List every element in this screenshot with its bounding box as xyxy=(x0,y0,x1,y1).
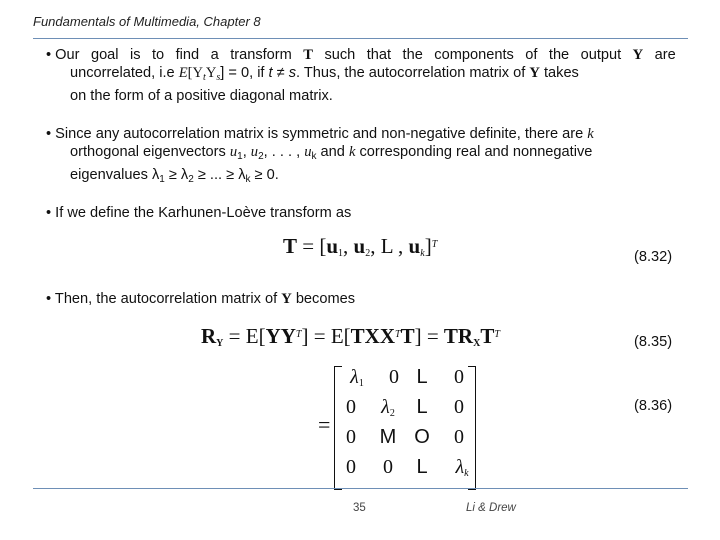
math: TR xyxy=(443,324,474,348)
footer-divider xyxy=(33,488,688,489)
math: YY xyxy=(265,324,296,348)
math: ] = E[ xyxy=(301,324,351,348)
page-number: 35 xyxy=(353,502,366,514)
math-k: k xyxy=(587,126,594,142)
text: , . . . , xyxy=(263,144,305,160)
word: components xyxy=(434,47,514,63)
math-sub: 1 xyxy=(237,151,243,162)
paragraph-eigen-line-1 xyxy=(46,125,676,143)
matrix-cell: $\lambda_k$ xyxy=(455,456,469,479)
matrix-cell: L xyxy=(416,396,428,418)
word: the xyxy=(548,47,570,63)
equation-8-32 xyxy=(283,234,437,259)
text: orthogonal eigenvectors xyxy=(70,144,230,160)
paragraph-klt-text: • If we define the Karhunen-Loève transform as xyxy=(46,205,352,221)
word: that xyxy=(366,47,392,63)
matrix-cell: 0 xyxy=(454,366,464,388)
math-y: Y xyxy=(529,65,540,81)
math-sub: 2 xyxy=(258,151,264,162)
math-k: k xyxy=(348,144,356,160)
text: eigenvalues λ xyxy=(70,167,160,183)
matrix-cell: 0 xyxy=(346,426,356,448)
matrix-cell: M xyxy=(379,426,397,448)
math: , xyxy=(343,234,354,258)
word: goal xyxy=(90,47,119,63)
word: are xyxy=(654,47,676,63)
math-sub: 2 xyxy=(365,248,371,259)
paragraph-then xyxy=(46,290,676,308)
matrix-cell: L xyxy=(416,456,428,478)
math-sub: s xyxy=(216,72,221,83)
paragraph-goal-line-3: on the form of a positive diagonal matrix. xyxy=(70,88,333,104)
math: R xyxy=(201,324,217,348)
paragraph-eigen-line-3 xyxy=(46,166,676,189)
matrix-cell: L xyxy=(416,366,428,388)
math: u xyxy=(408,234,421,258)
math-sup: T xyxy=(395,329,401,340)
chapter-header: Fundamentals of Multimedia, Chapter 8 xyxy=(33,14,261,29)
paragraph-eigen xyxy=(46,125,676,189)
text: , xyxy=(242,144,251,160)
math-sup: T xyxy=(295,329,302,340)
math: u xyxy=(250,144,259,160)
paragraph-goal xyxy=(46,46,676,105)
equals-sign: = xyxy=(318,412,331,437)
text: ≥ λ xyxy=(164,167,189,183)
text: ≥ ... ≥ λ xyxy=(193,167,246,183)
math: [Y xyxy=(187,65,204,81)
math-sub: k xyxy=(420,248,425,259)
paragraph-goal-line-1 xyxy=(46,46,676,64)
text: . Thus, the autocorrelation matrix of xyxy=(296,65,530,81)
text: • Since any autocorrelation matrix is symmetric and non-negative definite, there are xyxy=(46,126,588,142)
word: a xyxy=(210,47,219,63)
word: to xyxy=(152,47,165,63)
math-sub: 1 xyxy=(159,174,165,185)
word: T xyxy=(303,47,314,63)
equation-8-35 xyxy=(201,324,500,349)
math-sub: X xyxy=(473,338,481,349)
math: T xyxy=(400,324,415,348)
text: and xyxy=(316,144,349,160)
math: u xyxy=(229,144,238,160)
matrix-cell: 0 xyxy=(383,456,393,478)
footer-authors: Li & Drew xyxy=(466,502,516,514)
paragraph-klt xyxy=(46,204,676,222)
math-sub: 2 xyxy=(188,174,194,185)
word: is xyxy=(130,47,141,63)
math-sub: Y xyxy=(216,338,224,349)
matrix-cell: 0 xyxy=(346,396,356,418)
word: • Our xyxy=(46,47,80,63)
math-sup: T xyxy=(494,329,500,340)
text: ≥ 0. xyxy=(250,167,279,183)
header-divider xyxy=(33,38,688,39)
math-e: E xyxy=(178,65,188,81)
text: corresponding real and nonnegative xyxy=(355,144,593,160)
word: such xyxy=(324,47,356,63)
math: u xyxy=(304,144,312,160)
math: = E[ xyxy=(223,324,266,348)
text: ] = 0, if xyxy=(220,65,269,81)
text: becomes xyxy=(291,291,356,307)
math-sub: k xyxy=(245,174,251,185)
equation-number-8-35: (8.35) xyxy=(634,334,673,350)
matrix-cell: 0 xyxy=(454,426,464,448)
text: takes xyxy=(539,65,579,81)
math: T xyxy=(283,234,298,258)
math: ] xyxy=(424,234,432,258)
math: Y xyxy=(205,65,217,81)
math: T xyxy=(480,324,495,348)
paragraph-goal-line-2 xyxy=(46,64,676,87)
matrix-cell: 0 xyxy=(389,366,399,388)
math: u xyxy=(326,234,339,258)
math: t ≠ s xyxy=(268,65,297,81)
word: transform xyxy=(230,47,292,63)
matrix-cell: $\lambda_1$ xyxy=(350,366,364,389)
word: Y xyxy=(632,47,644,63)
text: • Then, the autocorrelation matrix of xyxy=(46,291,282,307)
matrix-cell: $\lambda_2$ xyxy=(381,396,395,419)
math-sup: T xyxy=(431,239,438,250)
matrix-cell: O xyxy=(414,426,430,448)
math: = [ xyxy=(297,234,327,258)
text: uncorrelated, i.e xyxy=(70,65,179,81)
equation-number-8-36: (8.36) xyxy=(634,398,673,414)
math: TXX xyxy=(350,324,395,348)
math-sub: 1 xyxy=(338,248,344,259)
paragraph-eigen-line-2 xyxy=(46,143,676,166)
math: , L , xyxy=(370,234,409,258)
math-sub: k xyxy=(311,151,317,162)
math: ] = xyxy=(414,324,444,348)
word: the xyxy=(402,47,423,63)
word: output xyxy=(580,47,622,63)
matrix-cell: 0 xyxy=(454,396,464,418)
math: u xyxy=(353,234,366,258)
word: find xyxy=(175,47,200,63)
equation-number-8-32: (8.32) xyxy=(634,249,673,265)
equation-8-36-matrix xyxy=(318,360,478,496)
matrix-cell: 0 xyxy=(346,456,356,478)
math-sub: t xyxy=(203,72,206,83)
math-y: Y xyxy=(281,291,292,307)
word: of xyxy=(525,47,538,63)
